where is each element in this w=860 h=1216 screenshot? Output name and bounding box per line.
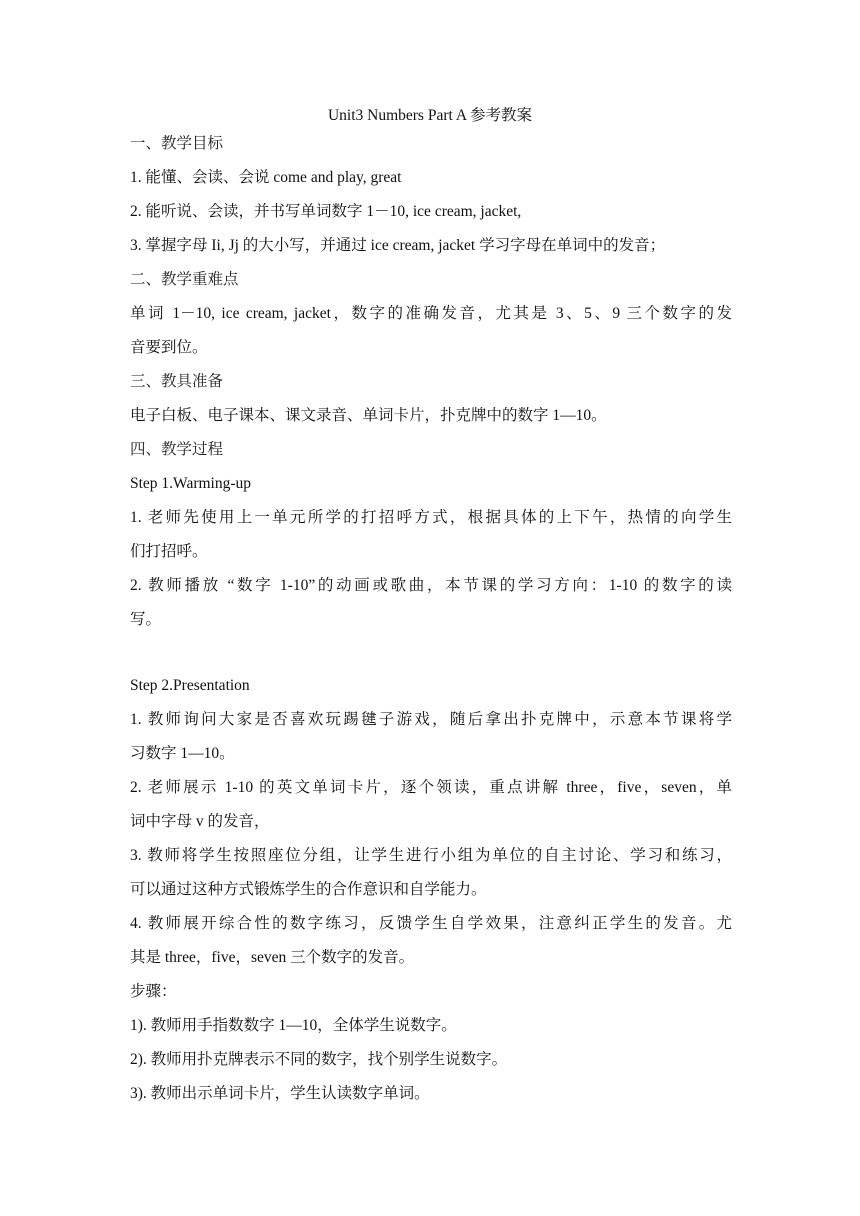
objective-item: 3. 掌握字母 Ii, Jj 的大小写，并通过 ice cream, jacket 学习字母在单词中的发音； [130,237,666,254]
step1-item: 2. 教师播放 “数字 1-10”的动画或歌曲，本节课的学习方向：1-10 的数字的读 [130,577,732,594]
step2-item: 1. 教师询问大家是否喜欢玩踢毽子游戏，随后拿出扑克牌中，示意本节课将学 [130,711,732,728]
step2-item: 其是 three，five，seven 三个数字的发音。 [130,949,415,966]
step2-item: 3. 教师将学生按照座位分组，让学生进行小组为单位的自主讨论、学习和练习， [130,847,732,864]
step1-title: Step 1.Warming-up [130,475,252,492]
materials-text: 电子白板、电子课本、课文录音、单词卡片，扑克牌中的数字 1—10。 [130,407,607,424]
substep-item: 2). 教师用扑克牌表示不同的数字，找个别学生说数字。 [130,1051,508,1068]
substep-item: 1). 教师用手指数数字 1—10，全体学生说数字。 [130,1017,457,1034]
substep-item: 3). 教师出示单词卡片，学生认读数字单词。 [130,1085,430,1102]
document-title: Unit3 Numbers Part A 参考教案 [327,107,533,124]
objective-item: 1. 能懂、会读、会说 come and play, great [130,169,402,186]
step1-item: 1. 老师先使用上一单元所学的打招呼方式，根据具体的上下午，热情的向学生 [130,509,732,526]
section-heading-objectives: 一、教学目标 [130,135,224,152]
step2-item: 4. 教师展开综合性的数字练习，反馈学生自学效果，注意纠正学生的发音。尤 [130,915,732,932]
step2-item: 词中字母 v 的发音， [130,813,270,830]
section-heading-process: 四、教学过程 [130,441,224,458]
section-heading-materials: 三、教具准备 [130,373,224,390]
step2-item: 习数字 1—10。 [130,745,235,762]
steps-label: 步骤： [130,983,177,1000]
section-heading-keypoints: 二、教学重难点 [130,271,239,288]
keypoints-text: 单词 1－10, ice cream, jacket，数字的准确发音，尤其是 3、5、9 三个数字的发 [130,305,732,322]
step2-item: 可以通过这种方式锻炼学生的合作意识和自学能力。 [130,881,487,898]
step1-item: 写。 [130,611,162,628]
keypoints-text: 音要到位。 [130,339,208,356]
objective-item: 2. 能听说、会读，并书写单词数字 1－10, ice cream, jacket, [130,203,522,220]
step2-item: 2. 老师展示 1-10 的英文单词卡片，逐个领读，重点讲解 three，five，seven，单 [130,779,732,796]
step2-title: Step 2.Presentation [130,677,250,694]
step1-item: 们打招呼。 [130,543,208,560]
